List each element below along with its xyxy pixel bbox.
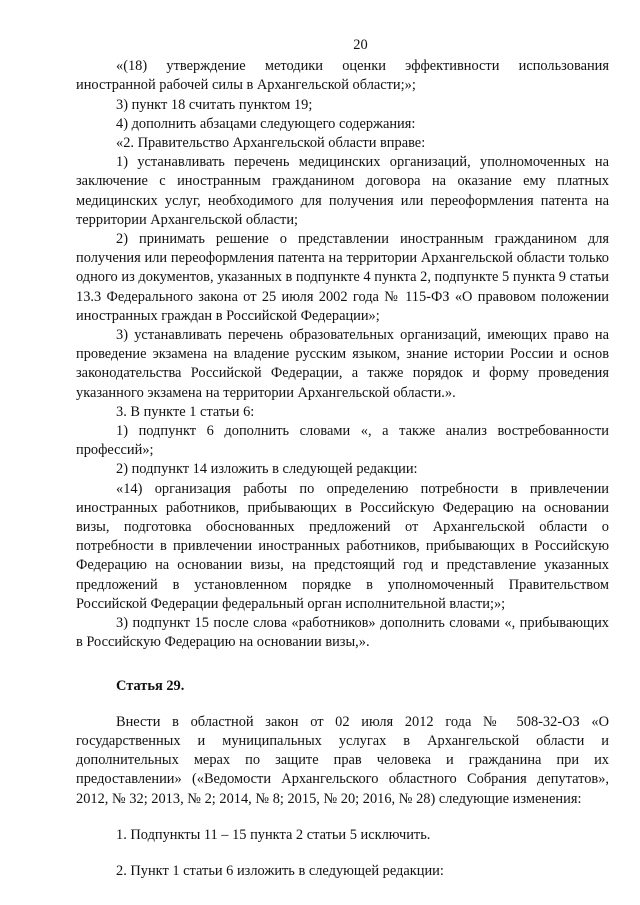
- paragraph: 3) пункт 18 считать пунктом 19;: [116, 96, 313, 113]
- article-intro: Внести в областной закон от 02 июля 2012 года № 508-32-ОЗ «О государственных и муниципальных услугах в Архангельской области и дополнительных мерах по защите прав человека и гражданина при их предоставлении» («Ведомости Архангельского областного Собрания депутатов», 2012, № 32; 2013, № 2; 2014, № 8; 2015, № 20; 2016, № 28) следующие изменения:: [76, 713, 609, 807]
- amendments-block: [76, 57, 609, 652]
- paragraph: 4) дополнить абзацами следующего содержания:: [116, 115, 416, 132]
- paragraph: «2. Правительство Архангельской области вправе:: [116, 135, 426, 152]
- paragraph: «(18) утверждение методики оценки эффективности использования иностранной рабочей силы в Архангельской области;»;: [76, 58, 609, 94]
- paragraph: 2) подпункт 14 изложить в следующей редакции:: [116, 461, 418, 478]
- paragraph: 3) устанавливать перечень образовательных организаций, имеющих право на проведение экзамена на владение русским языком, знание истории России и основ законодательства Российской Федерации, а также порядок и форму проведения указанного экзамена на территории Архангельской области.».: [76, 327, 609, 401]
- item-1: 1. Подпункты 11 – 15 пункта 2 статьи 5 исключить.: [116, 826, 431, 843]
- paragraph: 3. В пункте 1 статьи 6:: [116, 403, 255, 420]
- paragraph: 3) подпункт 15 после слова «работников» дополнить словами «, прибывающих в Российскую Федерацию на основании визы,».: [76, 615, 609, 651]
- paragraph: 1) устанавливать перечень медицинских организаций, уполномоченных на заключение с иностранным гражданином договора на оказание ему платных медицинских услуг, необходимого для получения или переоформления патента на территории Архангельской области;: [76, 154, 609, 228]
- article-heading: Статья 29.: [116, 677, 185, 694]
- paragraph: 1) подпункт 6 дополнить словами «, а также анализ востребованности профессий»;: [76, 423, 609, 459]
- paragraph: «14) организация работы по определению потребности в привлечении иностранных работников, прибывающих в Российскую Федерацию на основании визы, подготовка обоснованных предложений от Архангельской области о потребности в привлечении иностранных работников, прибывающих в Российскую Федерацию на основании визы, на предстоящий год и представление указанных предложений в установленном порядке в уполномоченный Правительством Российской Федерации федеральный орган исполнительной власти;»;: [76, 480, 609, 612]
- item-2: 2. Пункт 1 статьи 6 изложить в следующей редакции:: [116, 862, 444, 879]
- page-number: 20: [353, 37, 368, 53]
- paragraph: 2) принимать решение о представлении иностранным гражданином для получения или переоформления патента на территории Архангельской области только одного из документов, указанных в подпункте 4 пункта 2, подпункте 5 пункта 9 статьи 13.3 Федерального закона от 25 июля 2002 года № 115-ФЗ «О правовом положении иностранных граждан в Российской Федерации»;: [76, 231, 609, 324]
